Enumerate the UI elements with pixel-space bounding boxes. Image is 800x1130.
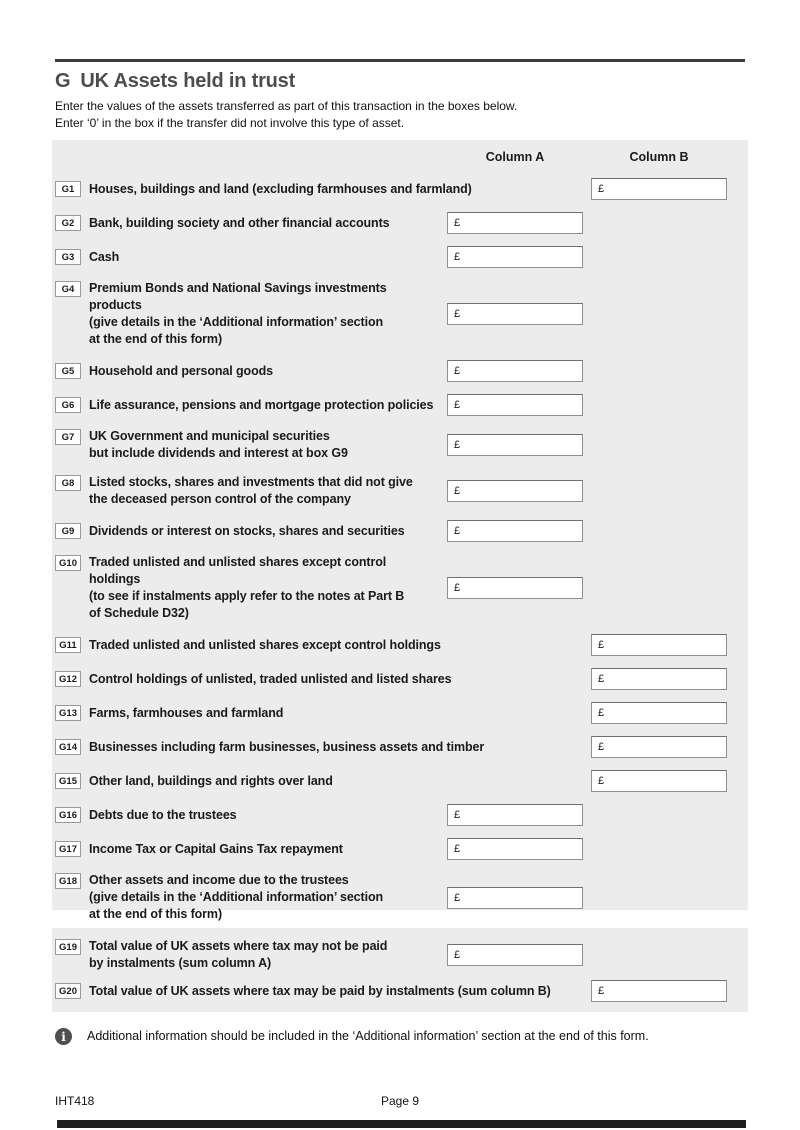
row-number-box-g5: G5 <box>55 363 81 379</box>
amount-box-g1[interactable] <box>591 178 727 200</box>
column-a-header: Column A <box>485 150 545 164</box>
row-label-g3: Cash <box>89 249 120 264</box>
currency-symbol: £ <box>454 308 461 320</box>
amount-input-g9[interactable] <box>460 521 582 541</box>
amount-box-g14[interactable] <box>591 736 727 758</box>
amount-input-g1[interactable] <box>604 179 726 199</box>
amount-box-g10[interactable] <box>447 577 583 599</box>
amount-input-g13[interactable] <box>604 703 726 723</box>
amount-box-g16[interactable] <box>447 804 583 826</box>
asset-row <box>55 980 745 1002</box>
amount-input-g18[interactable] <box>460 888 582 908</box>
row-number-box-g10: G10 <box>55 555 81 571</box>
row-label-g10: Traded unlisted and unlisted shares except control holdings (to see if instalments apply refer to the notes at Part B of Schedule D32) <box>89 555 405 620</box>
asset-row <box>55 212 745 234</box>
amount-input-g4[interactable] <box>460 304 582 324</box>
amount-box-g8[interactable] <box>447 480 583 502</box>
instruction-line-2: Enter ‘0’ in the box if the transfer did not involve this type of asset. <box>55 116 405 130</box>
asset-row <box>55 178 745 200</box>
amount-box-g12[interactable] <box>591 668 727 690</box>
row-number-box-g8: G8 <box>55 475 81 491</box>
row-label-g17: Income Tax or Capital Gains Tax repayment <box>89 841 343 856</box>
page-bottom-rule <box>57 1120 746 1128</box>
amount-input-g17[interactable] <box>460 839 582 859</box>
row-number-box-g16: G16 <box>55 807 81 823</box>
section-letter: G <box>55 70 71 92</box>
column-headers <box>55 150 745 164</box>
totals-panel <box>52 928 748 1012</box>
asset-row <box>55 280 745 348</box>
amount-input-g7[interactable] <box>460 435 582 455</box>
currency-symbol: £ <box>454 891 461 904</box>
section-divider-rule <box>55 59 745 62</box>
row-label-g18: Other assets and income due to the trustees (give details in the ‘Additional information’ section at the end of this form) <box>89 873 384 921</box>
amount-box-g4[interactable] <box>447 303 583 325</box>
row-number-box-g2: G2 <box>55 215 81 231</box>
additional-info-note <box>55 1028 649 1045</box>
asset-row <box>55 520 745 542</box>
amount-box-g13[interactable] <box>591 702 727 724</box>
row-number-box-g14: G14 <box>55 739 81 755</box>
currency-symbol: £ <box>454 525 461 537</box>
amount-box-g6[interactable] <box>447 394 583 416</box>
asset-row <box>55 668 745 690</box>
row-number-box-g3: G3 <box>55 249 81 265</box>
row-number-box-g19: G19 <box>55 939 81 955</box>
row-label-g2: Bank, building society and other financial accounts <box>89 215 390 230</box>
amount-input-g15[interactable] <box>604 771 726 791</box>
amount-input-g12[interactable] <box>604 669 726 689</box>
currency-symbol: £ <box>598 741 605 753</box>
asset-row <box>55 428 745 462</box>
amount-input-g5[interactable] <box>460 361 582 381</box>
section-title <box>55 70 295 93</box>
row-label-g14: Businesses including farm businesses, business assets and timber <box>89 739 485 754</box>
amount-input-g6[interactable] <box>460 395 582 415</box>
asset-row <box>55 770 745 792</box>
amount-input-g11[interactable] <box>604 635 726 655</box>
row-label-g15: Other land, buildings and rights over land <box>89 773 333 788</box>
currency-symbol: £ <box>454 251 461 263</box>
row-number-box-g18: G18 <box>55 873 81 889</box>
amount-box-g17[interactable] <box>447 838 583 860</box>
row-label-g11: Traded unlisted and unlisted shares except control holdings <box>89 637 441 652</box>
row-label-g9: Dividends or interest on stocks, shares and securities <box>89 523 405 538</box>
row-number-box-g7: G7 <box>55 429 81 445</box>
amount-input-g2[interactable] <box>460 213 582 233</box>
row-label-g19: Total value of UK assets where tax may not be paid by instalments (sum column A) <box>89 939 388 970</box>
asset-row <box>55 394 745 416</box>
row-label-g20: Total value of UK assets where tax may be paid by instalments (sum column B) <box>89 983 551 998</box>
asset-row <box>55 872 745 923</box>
row-label-g12: Control holdings of unlisted, traded unlisted and listed shares <box>89 671 452 686</box>
currency-symbol: £ <box>598 639 605 651</box>
row-number-box-g11: G11 <box>55 637 81 653</box>
row-number-box-g4: G4 <box>55 281 81 297</box>
asset-row <box>55 838 745 860</box>
form-id: IHT418 <box>55 1094 95 1108</box>
amount-box-g20[interactable] <box>591 980 727 1002</box>
amount-box-g11[interactable] <box>591 634 727 656</box>
column-b-header: Column B <box>629 150 689 164</box>
row-number-box-g6: G6 <box>55 397 81 413</box>
currency-symbol: £ <box>454 809 461 821</box>
amount-box-g3[interactable] <box>447 246 583 268</box>
currency-symbol: £ <box>454 485 461 497</box>
amount-box-g18[interactable] <box>447 887 583 909</box>
assets-panel <box>52 140 748 921</box>
amount-box-g19[interactable] <box>447 944 583 966</box>
asset-row <box>55 634 745 656</box>
row-label-g5: Household and personal goods <box>89 363 274 378</box>
asset-row <box>55 702 745 724</box>
asset-row <box>55 804 745 826</box>
amount-input-g3[interactable] <box>460 247 582 267</box>
row-label-g6: Life assurance, pensions and mortgage protection policies <box>89 397 434 412</box>
row-label-g4: Premium Bonds and National Savings investments products (give details in the ‘Additional information’ section at the end of this form) <box>89 281 387 346</box>
asset-row <box>55 246 745 268</box>
currency-symbol: £ <box>454 582 461 594</box>
row-number-box-g20: G20 <box>55 983 81 999</box>
row-number-box-g13: G13 <box>55 705 81 721</box>
row-number-box-g12: G12 <box>55 671 81 687</box>
row-number-box-g1: G1 <box>55 181 81 197</box>
page-number: Page 9 <box>380 1094 420 1108</box>
amount-box-g2[interactable] <box>447 212 583 234</box>
asset-row <box>55 938 745 972</box>
amount-input-g10[interactable] <box>460 578 582 598</box>
amount-input-g14[interactable] <box>604 737 726 757</box>
row-number-box-g17: G17 <box>55 841 81 857</box>
currency-symbol: £ <box>598 707 605 719</box>
currency-symbol: £ <box>454 439 461 451</box>
section-title-text: UK Assets held in trust <box>80 70 296 92</box>
asset-row <box>55 554 745 622</box>
row-label-g7: UK Government and municipal securities but include dividends and interest at box G9 <box>89 429 348 460</box>
amount-input-g8[interactable] <box>460 481 582 501</box>
currency-symbol: £ <box>454 843 461 855</box>
row-label-g1: Houses, buildings and land (excluding farmhouses and farmland) <box>89 181 472 196</box>
amount-input-g20[interactable] <box>604 981 726 1001</box>
row-label-g8: Listed stocks, shares and investments that did not give the deceased person control of the company <box>89 475 413 506</box>
instructions <box>55 98 517 132</box>
currency-symbol: £ <box>598 673 605 685</box>
currency-symbol: £ <box>598 775 605 787</box>
row-label-g16: Debts due to the trustees <box>89 807 237 822</box>
instruction-line-1: Enter the values of the assets transferred as part of this transaction in the boxes below. <box>55 99 518 113</box>
currency-symbol: £ <box>454 399 461 411</box>
info-icon: i <box>55 1028 72 1045</box>
currency-symbol: £ <box>454 365 461 377</box>
row-number-box-g9: G9 <box>55 523 81 539</box>
row-label-g13: Farms, farmhouses and farmland <box>89 705 284 720</box>
currency-symbol: £ <box>454 949 461 961</box>
row-number-box-g15: G15 <box>55 773 81 789</box>
currency-symbol: £ <box>598 183 605 195</box>
amount-box-g7[interactable] <box>447 434 583 456</box>
amount-input-g19[interactable] <box>460 945 582 965</box>
amount-box-g9[interactable] <box>447 520 583 542</box>
amount-input-g16[interactable] <box>460 805 582 825</box>
currency-symbol: £ <box>598 985 605 997</box>
asset-row <box>55 360 745 382</box>
amount-box-g15[interactable] <box>591 770 727 792</box>
note-text: Additional information should be included in the ‘Additional information’ section at the end of this form. <box>87 1029 649 1043</box>
asset-row <box>55 736 745 758</box>
asset-row <box>55 474 745 508</box>
currency-symbol: £ <box>454 217 461 229</box>
amount-box-g5[interactable] <box>447 360 583 382</box>
